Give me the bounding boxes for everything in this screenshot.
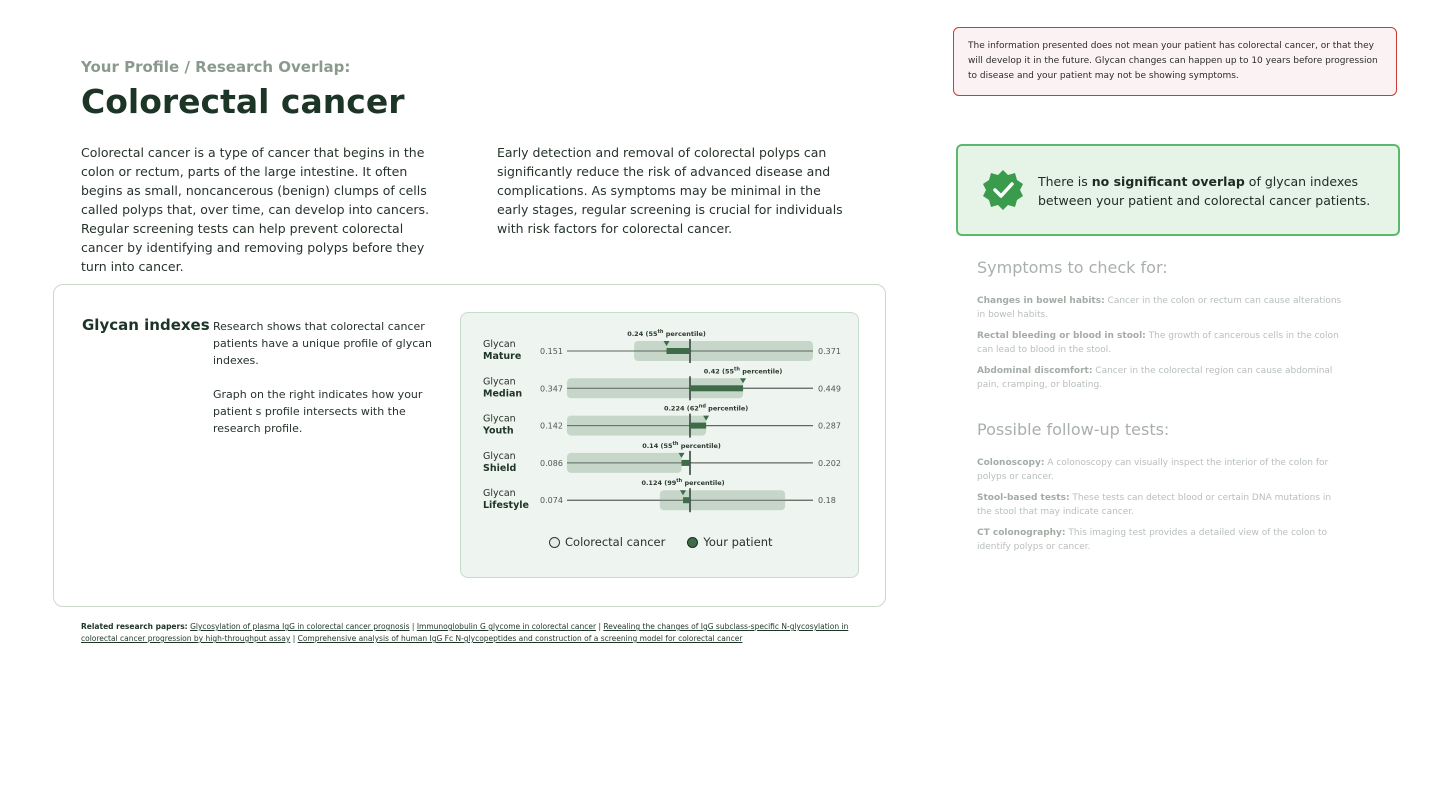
symptom-item — [977, 294, 1342, 322]
row-label-index: Mature — [483, 351, 522, 362]
paper-link-4[interactable]: Comprehensive analysis of human IgG Fc N-glycopeptides and construction of a screening model for colorectal cancer — [297, 634, 743, 643]
row-label-index: Lifestyle — [483, 500, 529, 512]
row-label-index: Shield — [483, 462, 517, 474]
paper-link-3[interactable]: Revealing the changes of IgG subclass-specific N-glycosylation in colorectal cancer progression by high-throughput assay — [81, 622, 849, 643]
min-label: 0.086 — [540, 458, 563, 468]
min-label: 0.151 — [540, 347, 563, 356]
patient-bar — [690, 385, 743, 391]
legend-label-your-patient: Your patient — [703, 535, 773, 549]
follow-up-tests-title: Possible follow-up tests: — [977, 420, 1170, 439]
test-item — [977, 456, 1342, 484]
follow-up-tests-section — [977, 420, 1342, 554]
row-label-index: Youth — [483, 425, 514, 437]
page-title: Colorectal cancer — [81, 82, 405, 121]
paper-link-2[interactable]: Immunoglobulin G glycome in colorectal cancer — [416, 622, 597, 631]
patient-bar — [667, 348, 690, 354]
chart-legend — [549, 535, 773, 549]
max-label: 0.287 — [818, 421, 841, 431]
related-papers-label: Related research papers: — [81, 622, 188, 631]
symptom-name: Abdominal discomfort: — [977, 366, 1093, 376]
patient-value-label: 0.224 (62nd percentile) — [663, 403, 749, 413]
min-label: 0.142 — [540, 421, 563, 431]
symptom-text: Cancer in the colorectal region can cause abdominal pain, cramping, or bloating. — [977, 366, 1333, 390]
patient-value-label: 0.42 (55th percentile) — [703, 366, 783, 376]
your-patient-marker-icon — [687, 537, 698, 548]
patient-bar — [683, 497, 690, 503]
glycan-chart-panel — [460, 312, 859, 578]
test-text: These tests can detect blood or certain DNA mutations in the stool that may indicate cancer. — [977, 493, 1332, 517]
paper-link-1[interactable]: Glycosylation of plasma IgG in colorectal cancer prognosis — [190, 622, 410, 631]
symptoms-title: Symptoms to check for: — [977, 258, 1168, 277]
patient-value-label: 0.14 (55th percentile) — [642, 440, 721, 450]
max-label: 0.202 — [818, 458, 841, 468]
glycan-indexes-card — [53, 284, 886, 607]
symptom-name: Rectal bleeding or blood in stool: — [977, 331, 1146, 341]
glycan-description — [213, 318, 435, 437]
breadcrumb: Your Profile / Research Overlap: — [81, 58, 351, 76]
test-item — [977, 491, 1342, 519]
row-label-glycan: Glycan — [483, 339, 516, 350]
test-name: Colonoscopy: — [977, 458, 1045, 468]
legend-item-your-patient — [687, 535, 772, 549]
disclaimer-notice: The information presented does not mean your patient has colorectal cancer, or that they will develop it in the future. Glycan changes can happen up to 10 years before progression to disease and your patient may not be showing symptoms. — [953, 27, 1397, 96]
overlap-message — [1038, 172, 1388, 210]
intro-text-left: Colorectal cancer is a type of cancer that begins in the colon or rectum, parts of the large intestine. It often begins as small, noncancerous (benign) clumps of cells called polyps that, over time, can develop into cancers. Regular screening tests can help prevent colorectal cancer by identifying and removing polyps before they turn into cancer. — [81, 145, 430, 274]
test-text: A colonoscopy can visually inspect the interior of the colon for polyps or cancer. — [977, 458, 1329, 482]
patient-bar — [690, 423, 706, 429]
overlap-result-card — [956, 144, 1400, 236]
patient-value-label: 0.124 (99th percentile) — [641, 478, 725, 488]
glycan-description-graph: Graph on the right indicates how your patient s profile intersects with the research profile. — [213, 388, 423, 435]
related-research-papers: Related research papers: Glycosylation of plasma IgG in colorectal cancer prognosis | Immunoglobulin G glycome in colorectal cancer | Revealing the changes of IgG subclass-specific N-glycosylation in colorectal cancer progression by high-throughput assay | Comprehensive analysis of human IgG Fc N-glycopeptides and construction of a screening model for colorectal cancer — [81, 622, 849, 643]
symptom-item — [977, 364, 1342, 392]
colorectal-cancer-marker-icon — [549, 537, 560, 548]
max-label: 0.18 — [818, 496, 836, 506]
patient-bar — [682, 460, 690, 466]
legend-item-colorectal-cancer — [549, 535, 665, 549]
row-label-glycan: Glycan — [483, 488, 516, 500]
row-label-index: Median — [483, 388, 523, 400]
test-name: Stool-based tests: — [977, 493, 1070, 503]
row-label-glycan: Glycan — [483, 450, 516, 462]
row-label-glycan: Glycan — [483, 413, 516, 425]
patient-value-label: 0.24 (55th percentile) — [627, 329, 706, 338]
max-label: 0.449 — [818, 384, 841, 394]
check-badge-icon — [982, 169, 1024, 211]
test-text: This imaging test provides a detailed view of the colon to identify polyps or cancer. — [977, 528, 1328, 552]
glycan-description-research: Research shows that colorectal cancer patients have a unique profile of glycan indexes. — [213, 320, 432, 367]
symptom-text: Cancer in the colon or rectum can cause alterations in bowel habits. — [977, 296, 1342, 320]
glycan-indexes-heading: Glycan indexes — [82, 316, 210, 334]
max-label: 0.371 — [818, 347, 841, 356]
overlap-message-prefix: There is — [1038, 174, 1092, 189]
min-label: 0.347 — [540, 384, 563, 394]
intro-text-right: Early detection and removal of colorectal polyps can significantly reduce the risk of advanced disease and complications. As symptoms may be minimal in the early stages, regular screening is crucial for individuals with risk factors for colorectal cancer. — [497, 145, 843, 236]
row-label-glycan: Glycan — [483, 376, 516, 388]
symptom-name: Changes in bowel habits: — [977, 296, 1105, 306]
symptoms-section — [977, 258, 1342, 392]
overlap-message-bold: no significant overlap — [1091, 174, 1245, 189]
symptom-item — [977, 329, 1342, 357]
test-name: CT colonography: — [977, 528, 1066, 538]
legend-label-colorectal-cancer: Colorectal cancer — [565, 535, 666, 549]
test-item — [977, 526, 1342, 554]
symptom-text: The growth of cancerous cells in the colon can lead to blood in the stool. — [977, 331, 1339, 355]
overlap-message-suffix: of glycan indexes between your patient and colorectal cancer patients. — [1038, 174, 1371, 208]
min-label: 0.074 — [540, 496, 563, 506]
